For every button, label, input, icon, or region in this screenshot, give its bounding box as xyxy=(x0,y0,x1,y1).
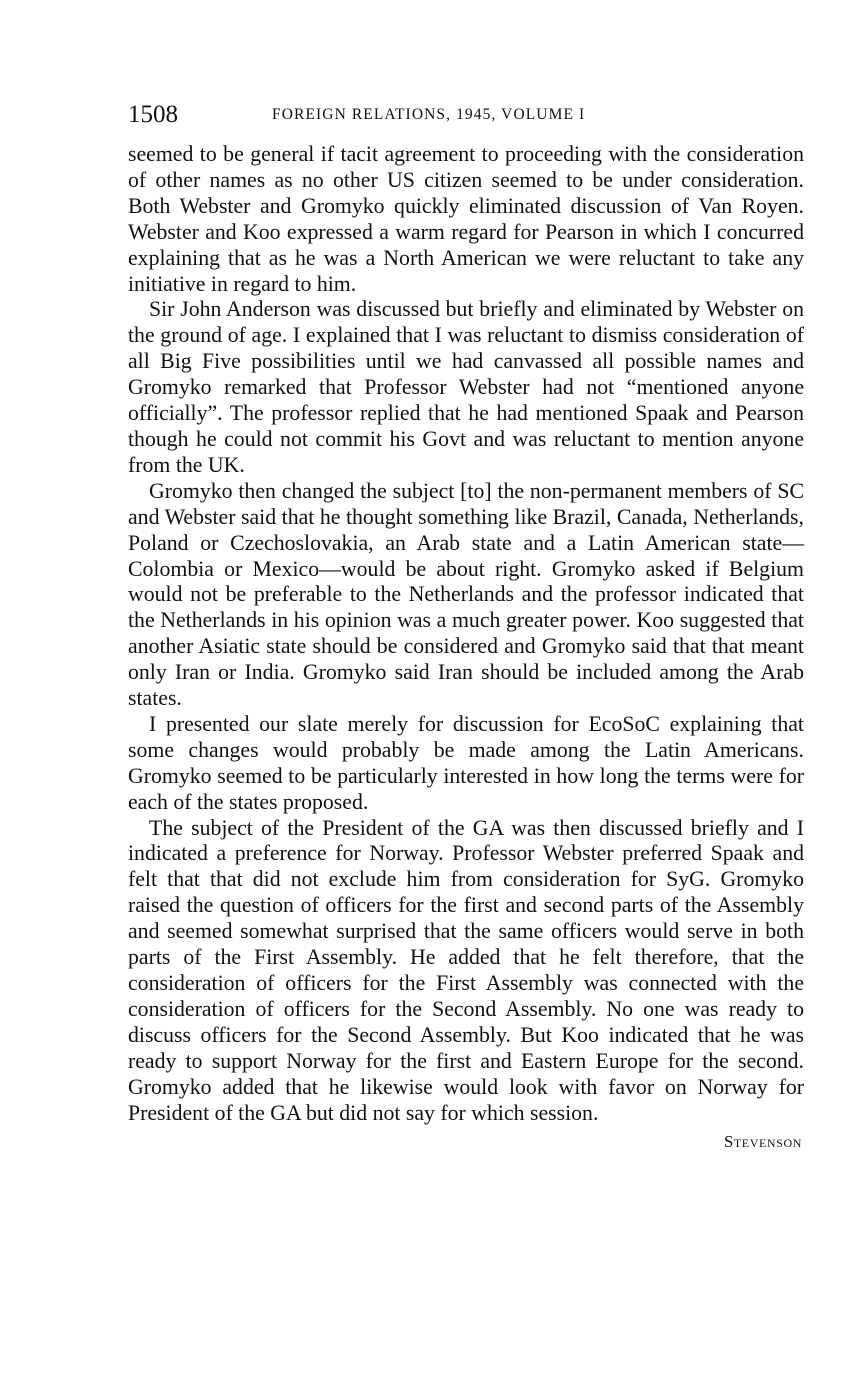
paragraph: The subject of the President of the GA was then discussed briefly and I indicated a preference for Norway. Professor Webster preferred Spaak and felt that that did not exclude him from consideration for SyG. Gromyko raised the question of officers for the first and second parts of the Assembly and seemed somewhat surprised that the same officers would serve in both parts of the First Assembly. He added that he felt therefore, that the consideration of officers for the First Assembly was connected with the consideration of officers for the Second Assembly. No one was ready to discuss officers for the Second Assembly. But Koo indicated that he was ready to support Norway for the first and Eastern Europe for the second. Gromyko added that he likewise would look with favor on Norway for President of the GA but did not say for which session. xyxy=(128,815,804,1125)
paragraph: Gromyko then changed the subject [to] the non-permanent members of SC and Webster said that he thought something like Brazil, Canada, Netherlands, Poland or Czechoslovakia, an Arab state and a Latin American state—Colombia or Mexico—would be about right. Gromyko asked if Belgium would not be preferable to the Netherlands and the professor indicated that the Netherlands in his opinion was a much greater power. Koo suggested that another Asiatic state should be considered and Gromyko said that that meant only Iran or India. Gromyko said Iran should be included among the Arab states. xyxy=(128,478,804,711)
body-text xyxy=(128,142,804,1126)
running-head xyxy=(128,100,804,132)
page-number: 1508 xyxy=(128,101,178,128)
paragraph: Sir John Anderson was discussed but briefly and eliminated by Webster on the ground of age. I explained that I was reluctant to dismiss consideration of all Big Five possibilities until we had canvassed all possible names and Gromyko remarked that Professor Webster had not “mentioned anyone officially”. The professor replied that he had mentioned Spaak and Pearson though he could not commit his Govt and was reluctant to mention anyone from the UK. xyxy=(128,297,804,477)
document-page xyxy=(128,100,804,1152)
signature: Stevenson xyxy=(723,1132,802,1152)
running-title: FOREIGN RELATIONS, 1945, VOLUME I xyxy=(272,106,586,123)
paragraph: I presented our slate merely for discussion for EcoSoC explaining that some changes would probably be made among the Latin Americans. Gromyko seemed to be particularly interested in how long the terms were for each of the states proposed. xyxy=(128,711,804,814)
paragraph: seemed to be general if tacit agreement to proceeding with the consideration of other names as no other US citizen seemed to be under consideration. Both Webster and Gromyko quickly eliminated discussion of Van Royen. Webster and Koo expressed a warm regard for Pearson in which I concurred explaining that as he was a North American we were reluctant to take any initiative in regard to him. xyxy=(128,142,804,296)
